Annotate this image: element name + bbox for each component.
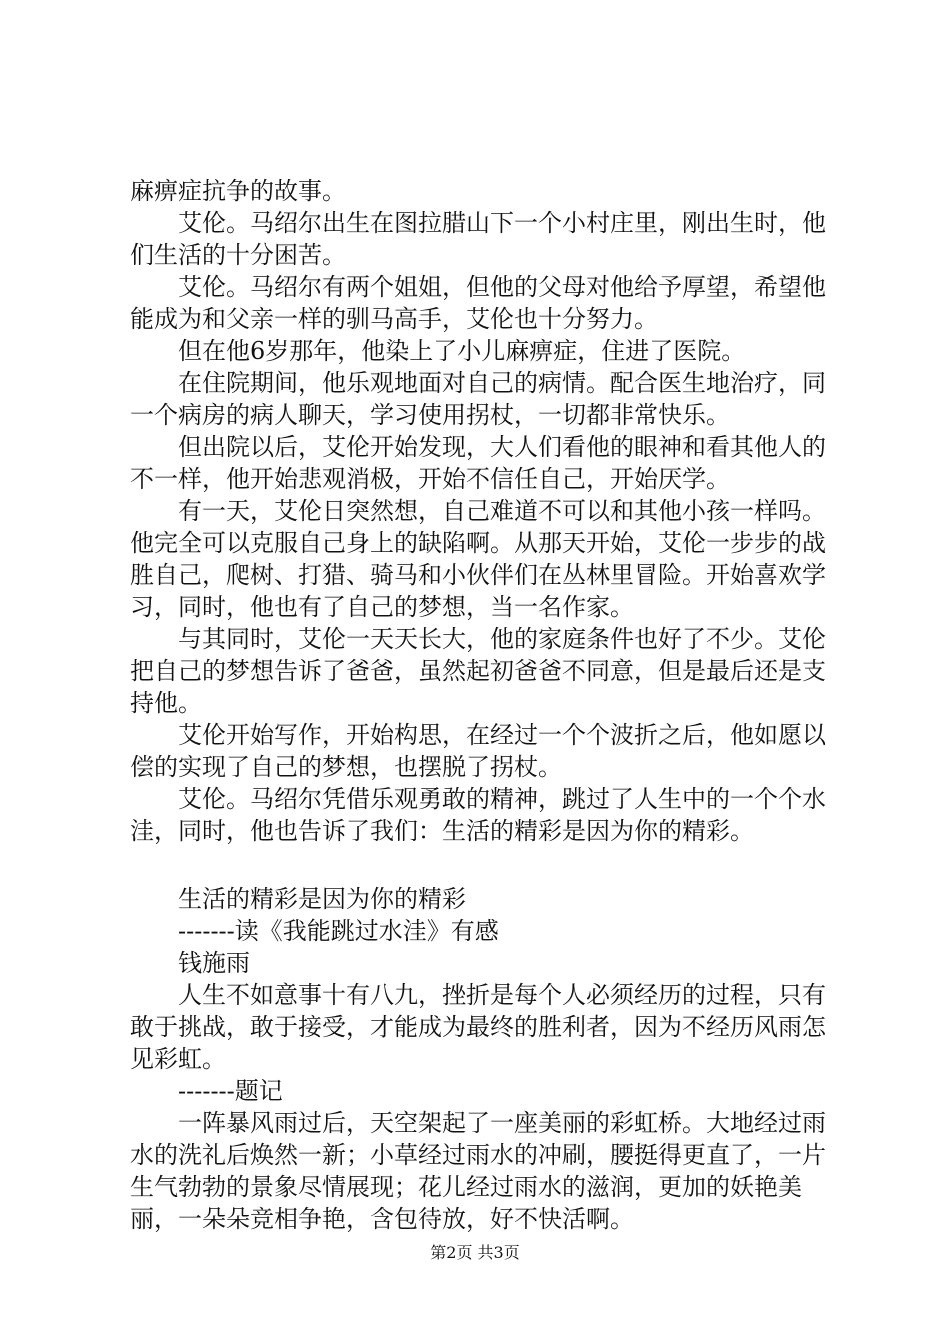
page-footer: 第2页 共3页 xyxy=(430,1243,520,1262)
paragraph: 与其同时，艾伦一天天长大，他的家庭条件也好了不少。艾伦把自己的梦想告诉了爸爸，虽然起初爸爸不同意，但是最后还是支持他。 xyxy=(130,625,826,717)
epigraph-attribution: -------题记 xyxy=(178,1077,283,1105)
paragraph: 艾伦。马绍尔凭借乐观勇敢的精神，跳过了人生中的一个个水洼，同时，他也告诉了我们：生活的精彩是因为你的精彩。 xyxy=(130,785,826,845)
paragraph: 艾伦。马绍尔出生在图拉腊山下一个小村庄里，刚出生时，他们生活的十分困苦。 xyxy=(130,209,826,269)
paragraph: 艾伦。马绍尔有两个姐姐，但他的父母对他给予厚望，希望他能成为和父亲一样的驯马高手，艾伦也十分努力。 xyxy=(130,273,826,333)
paragraph: 但在他6岁那年，他染上了小儿麻痹症，住进了医院。 xyxy=(178,337,746,365)
paragraph: 有一天，艾伦日突然想，自己难道不可以和其他小孩一样吗。他完全可以克服自己身上的缺陷啊。从那天开始，艾伦一步步的战胜自己，爬树、打猎、骑马和小伙伴们在丛林里冒险。开始喜欢学习，同时，他也有了自己的梦想，当一名作家。 xyxy=(130,497,826,621)
epigraph: 人生不如意事十有八九，挫折是每个人必须经历的过程，只有敢于挑战，敢于接受，才能成为最终的胜利者，因为不经历风雨怎见彩虹。 xyxy=(130,981,826,1073)
essay-author: 钱施雨 xyxy=(178,949,250,977)
document-body xyxy=(130,175,830,1235)
paragraph: 在住院期间，他乐观地面对自己的病情。配合医生地治疗，同一个病房的病人聊天，学习使用拐杖，一切都非常快乐。 xyxy=(130,369,826,429)
paragraph: 麻痹症抗争的故事。 xyxy=(130,177,346,205)
paragraph: 但出院以后，艾伦开始发现，大人们看他的眼神和看其他人的不一样，他开始悲观消极，开始不信任自己，开始厌学。 xyxy=(130,433,826,493)
essay-subtitle: -------读《我能跳过水洼》有感 xyxy=(178,917,499,945)
section-gap xyxy=(130,847,830,883)
essay-title: 生活的精彩是因为你的精彩 xyxy=(178,885,466,913)
paragraph: 一阵暴风雨过后，天空架起了一座美丽的彩虹桥。大地经过雨水的洗礼后焕然一新；小草经过雨水的冲刷，腰挺得更直了，一片生气勃勃的景象尽情展现；花儿经过雨水的滋润，更加的妖艳美丽，一朵朵竞相争艳，含包待放，好不快活啊。 xyxy=(130,1109,826,1233)
paragraph: 艾伦开始写作，开始构思，在经过一个个波折之后，他如愿以偿的实现了自己的梦想，也摆脱了拐杖。 xyxy=(130,721,826,781)
